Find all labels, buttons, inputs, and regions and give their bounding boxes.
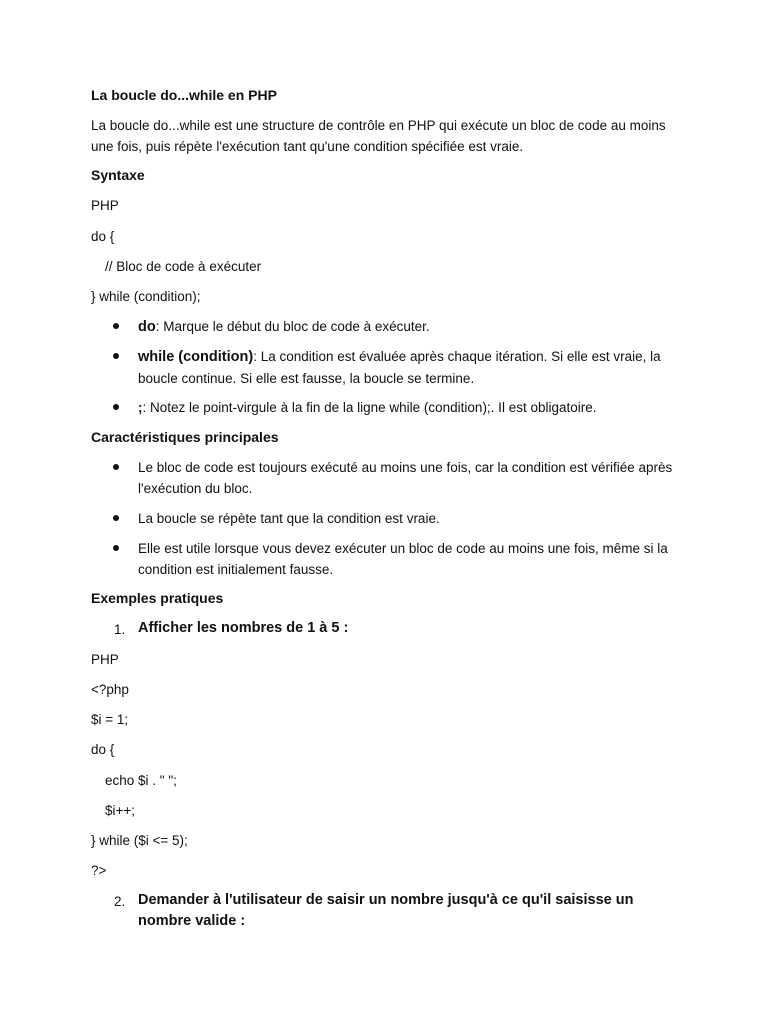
bullet-term: do (138, 319, 156, 335)
bullet-dot (113, 323, 119, 329)
example-title: Afficher les nombres de 1 à 5 : (138, 620, 349, 636)
bullet-text: : La condition est évaluée après chaque itération. Si elle est vraie, la boucle continue. Si elle est fausse, la boucle se termine. (138, 349, 661, 386)
example-code-line: } while ($i <= 5); (91, 833, 188, 848)
bullet-dot (113, 464, 119, 470)
page-title: La boucle do...while en PHP (91, 87, 277, 103)
example-code-line: <?php (91, 682, 129, 697)
example-number: 2. (114, 894, 126, 909)
syntax-heading: Syntaxe (91, 167, 145, 183)
example-code-line: do { (91, 742, 115, 757)
bullet-term: ; (138, 400, 143, 415)
syntax-bullet (138, 397, 683, 418)
bullet-dot (113, 353, 119, 359)
features-heading: Caractéristiques principales (91, 429, 279, 445)
example-title: Demander à l'utilisateur de saisir un nombre jusqu'à ce qu'il saisisse un nombre valide : (138, 892, 634, 929)
example-lang-label: PHP (91, 652, 119, 667)
example-number: 1. (114, 622, 126, 637)
syntax-lang-label: PHP (91, 198, 119, 213)
feature-item: Le bloc de code est toujours exécuté au moins une fois, car la condition est vérifiée après l'exécution du bloc. (138, 460, 673, 496)
bullet-text: : Notez le point-virgule à la fin de la ligne while (condition);. Il est obligatoire. (142, 400, 597, 415)
syntax-code-line: do { (91, 229, 115, 244)
feature-item: La boucle se répète tant que la condition est vraie. (138, 511, 440, 526)
bullet-dot (113, 404, 119, 410)
syntax-bullet (138, 346, 683, 389)
example-code-line: $i = 1; (91, 712, 129, 727)
intro-paragraph: La boucle do...while est une structure de contrôle en PHP qui exécute un bloc de code au moins une fois, puis répète l'exécution tant qu'une condition spécifiée est vraie. (91, 118, 666, 154)
example-code-line: echo $i . " "; (105, 773, 177, 788)
bullet-term: while (condition) (138, 349, 254, 365)
syntax-code-line: } while (condition); (91, 289, 201, 304)
bullet-text: : Marque le début du bloc de code à exécuter. (155, 319, 430, 334)
example-code-line: $i++; (105, 803, 136, 818)
feature-item: Elle est utile lorsque vous devez exécuter un bloc de code au moins une fois, même si la condition est initialement fausse. (138, 541, 668, 577)
bullet-dot (113, 545, 119, 551)
bullet-dot (113, 515, 119, 521)
syntax-code-line: // Bloc de code à exécuter (105, 259, 262, 274)
examples-heading: Exemples pratiques (91, 590, 224, 606)
syntax-bullet (138, 316, 683, 338)
example-code-line: ?> (91, 863, 107, 878)
